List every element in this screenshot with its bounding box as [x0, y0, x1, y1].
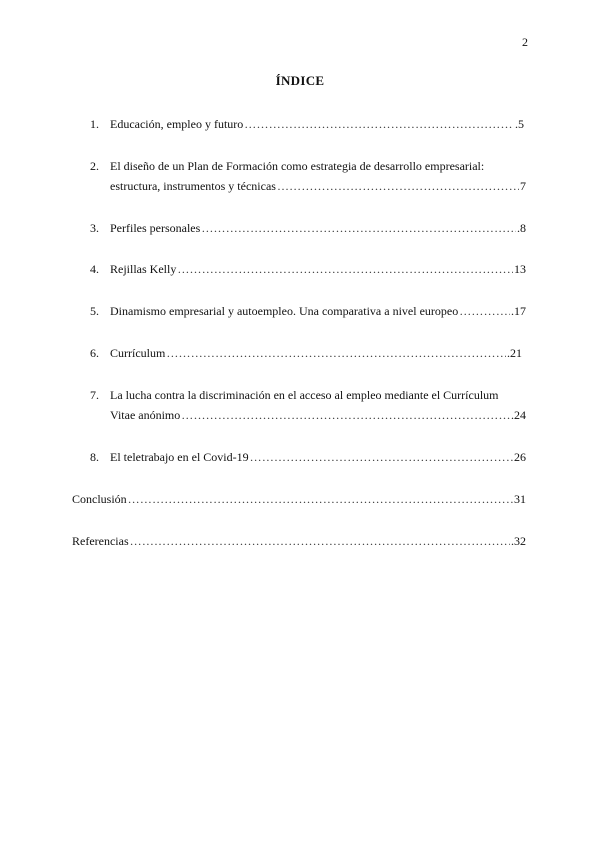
toc-entry-number: 7.: [90, 388, 99, 402]
toc-entry-7[interactable]: [90, 388, 526, 423]
toc-entry-text: Conclusión: [72, 492, 127, 506]
toc-entry-5[interactable]: [90, 304, 526, 319]
toc-entry-number: 2.: [90, 159, 99, 173]
toc-entry-number: 5.: [90, 304, 99, 318]
toc-entry-1[interactable]: [90, 117, 524, 132]
leader-dots: [459, 304, 510, 319]
leader-dots: [244, 117, 514, 132]
toc-entry-page: .5: [515, 117, 524, 131]
toc-entry-text: Rejillas Kelly: [110, 262, 177, 276]
toc-entry-4[interactable]: [90, 262, 526, 277]
toc-entry-number: 6.: [90, 346, 99, 360]
toc-entry-6[interactable]: [90, 346, 522, 361]
toc-entry-text-line1: El diseño de un Plan de Formación como estrategia de desarrollo empresarial:: [110, 159, 485, 173]
toc-entry-page: 31: [514, 492, 526, 506]
leader-dots: [128, 492, 513, 507]
toc-entry-text: Referencias: [72, 534, 129, 548]
toc-entry-text: El teletrabajo en el Covid-19: [110, 450, 249, 464]
toc-entry-text: Vitae anónimo: [110, 408, 181, 422]
toc-entry-number: 4.: [90, 262, 99, 276]
toc-entry-page: .8: [517, 221, 526, 235]
toc-entry-page: .17: [511, 304, 526, 318]
toc-entry-page: 13: [514, 262, 526, 276]
toc-entry-text: Dinamismo empresarial y autoempleo. Una comparativa a nivel europeo: [110, 304, 459, 318]
toc-entry-page: .32: [511, 534, 526, 548]
toc-entry-text-line1: La lucha contra la discriminación en el acceso al empleo mediante el Currículum: [110, 388, 499, 402]
toc-entry-page: .24: [511, 408, 526, 422]
page-number: 2: [522, 35, 528, 49]
toc-entry-page: .21: [507, 346, 522, 360]
toc-entry-text: Perfiles personales: [110, 221, 201, 235]
toc-entry-3[interactable]: [90, 221, 526, 236]
toc-entry-text: estructura, instrumentos y técnicas: [110, 179, 276, 193]
leader-dots: [166, 346, 506, 361]
toc-entry-page: 26: [514, 450, 526, 464]
leader-dots: [201, 221, 516, 236]
leader-dots: [177, 262, 513, 277]
toc-entry-number: 1.: [90, 117, 99, 131]
toc-entry-number: 8.: [90, 450, 99, 464]
leader-dots: [277, 179, 519, 194]
leader-dots: [130, 534, 510, 549]
toc-entry-number: 3.: [90, 221, 99, 235]
toc-entry-2[interactable]: [90, 159, 526, 194]
leader-dots: [181, 408, 510, 423]
toc-entry-page: 7: [520, 179, 526, 193]
toc-entry-references[interactable]: [72, 534, 526, 549]
leader-dots: [250, 450, 513, 465]
toc-entry-text: Currículum: [110, 346, 166, 360]
toc-title: ÍNDICE: [275, 73, 325, 88]
toc-entry-conclusion[interactable]: [72, 492, 526, 507]
toc-entry-text: Educación, empleo y futuro: [110, 117, 244, 131]
toc-entry-8[interactable]: [90, 450, 526, 465]
